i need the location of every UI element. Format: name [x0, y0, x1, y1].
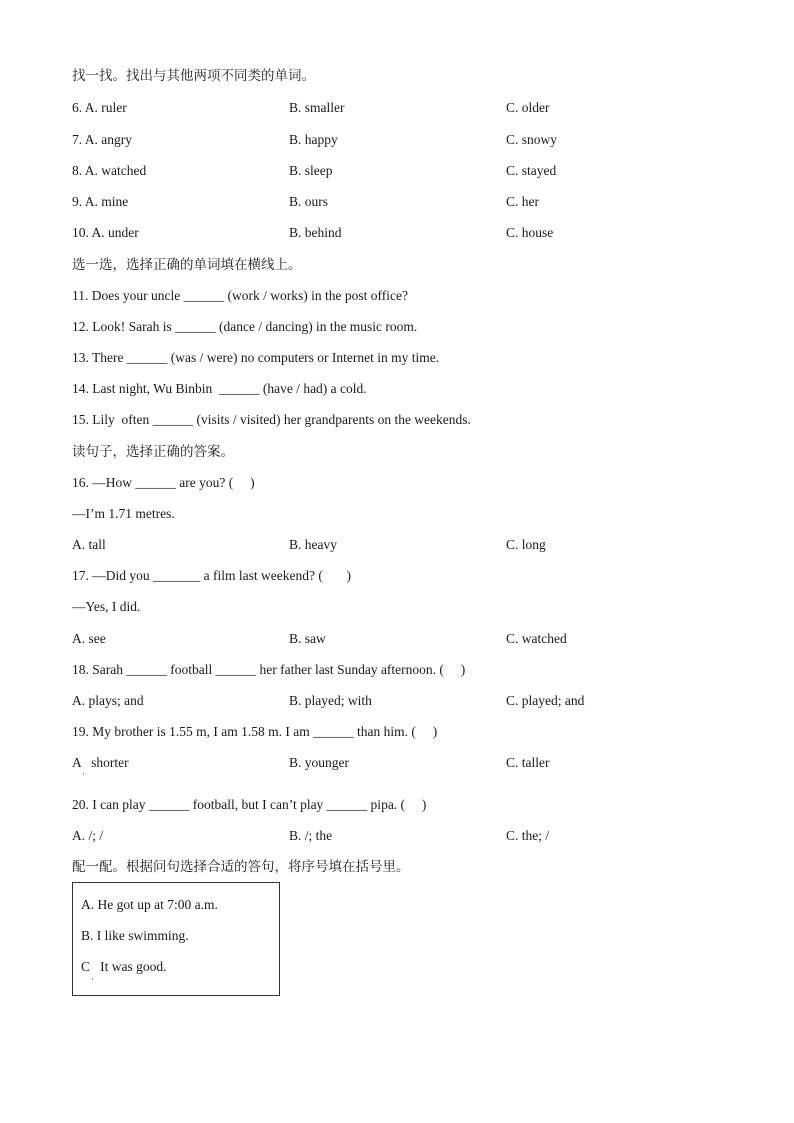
q20-stem: 20. I can play ______ football, but I can’t play ______ pipa. ( )	[72, 797, 427, 812]
q9-option-c: C. her	[506, 194, 539, 209]
q16-option-b: B. heavy	[289, 537, 337, 552]
answer-box	[72, 882, 280, 996]
q19-stem: 19. My brother is 1.55 m, I am 1.58 m. I am ______ than him. ( )	[72, 724, 438, 739]
q19-stray-dot: ·	[82, 769, 85, 779]
q18-option-b: B. played; with	[289, 693, 372, 708]
section3-heading: 读句子，选择正确的答案。	[72, 444, 234, 460]
q10-option-a: 10. A. under	[72, 225, 139, 240]
q19-option-a: A shorter	[72, 755, 129, 770]
q16-stem: 16. —How ______ are you? ( )	[72, 475, 255, 490]
q15-sentence: 15. Lily often ______ (visits / visited) her grandparents on the weekends.	[72, 412, 471, 427]
section4-heading: 配一配。根据问句选择合适的答句，将序号填在括号里。	[72, 859, 410, 875]
q7-option-a: 7. A. angry	[72, 132, 132, 147]
q17-option-a: A. see	[72, 631, 106, 646]
section2-heading: 选一选，选择正确的单词填在横线上。	[72, 257, 302, 273]
q17-stem: 17. —Did you _______ a film last weekend? ( )	[72, 568, 351, 583]
q18-option-a: A. plays; and	[72, 693, 144, 708]
answer-c-stray-dot: ·	[91, 974, 94, 984]
q17-option-c: C. watched	[506, 631, 567, 646]
q17-reply: —Yes, I did.	[72, 599, 141, 614]
q8-option-a: 8. A. watched	[72, 163, 147, 178]
q11-sentence: 11. Does your uncle ______ (work / works) in the post office?	[72, 288, 408, 303]
q10-option-b: B. behind	[289, 225, 342, 240]
q12-sentence: 12. Look! Sarah is ______ (dance / dancing) in the music room.	[72, 319, 418, 334]
q8-option-b: B. sleep	[289, 163, 333, 178]
q7-option-b: B. happy	[289, 132, 338, 147]
answer-c: C It was good.	[81, 959, 167, 974]
section1-heading: 找一找。找出与其他两项不同类的单词。	[72, 68, 315, 84]
q10-option-c: C. house	[506, 225, 554, 240]
q8-option-c: C. stayed	[506, 163, 557, 178]
q6-option-a: 6. A. ruler	[72, 100, 127, 115]
q6-option-c: C. older	[506, 100, 550, 115]
q16-option-c: C. long	[506, 537, 546, 552]
q16-option-a: A. tall	[72, 537, 106, 552]
q19-option-b: B. younger	[289, 755, 349, 770]
q18-stem: 18. Sarah ______ football ______ her father last Sunday afternoon. ( )	[72, 662, 466, 677]
q20-option-c: C. the; /	[506, 828, 550, 843]
q17-option-b: B. saw	[289, 631, 326, 646]
answer-b: B. I like swimming.	[81, 928, 189, 943]
answer-a: A. He got up at 7:00 a.m.	[81, 897, 218, 912]
q20-option-a: A. /; /	[72, 828, 104, 843]
q13-sentence: 13. There ______ (was / were) no computers or Internet in my time.	[72, 350, 440, 365]
q9-option-a: 9. A. mine	[72, 194, 129, 209]
q6-option-b: B. smaller	[289, 100, 345, 115]
q7-option-c: C. snowy	[506, 132, 558, 147]
q20-option-b: B. /; the	[289, 828, 333, 843]
q18-option-c: C. played; and	[506, 693, 585, 708]
q9-option-b: B. ours	[289, 194, 329, 209]
q19-option-c: C. taller	[506, 755, 550, 770]
q14-sentence: 14. Last night, Wu Binbin ______ (have / had) a cold.	[72, 381, 367, 396]
q16-reply: —I’m 1.71 metres.	[72, 506, 175, 521]
